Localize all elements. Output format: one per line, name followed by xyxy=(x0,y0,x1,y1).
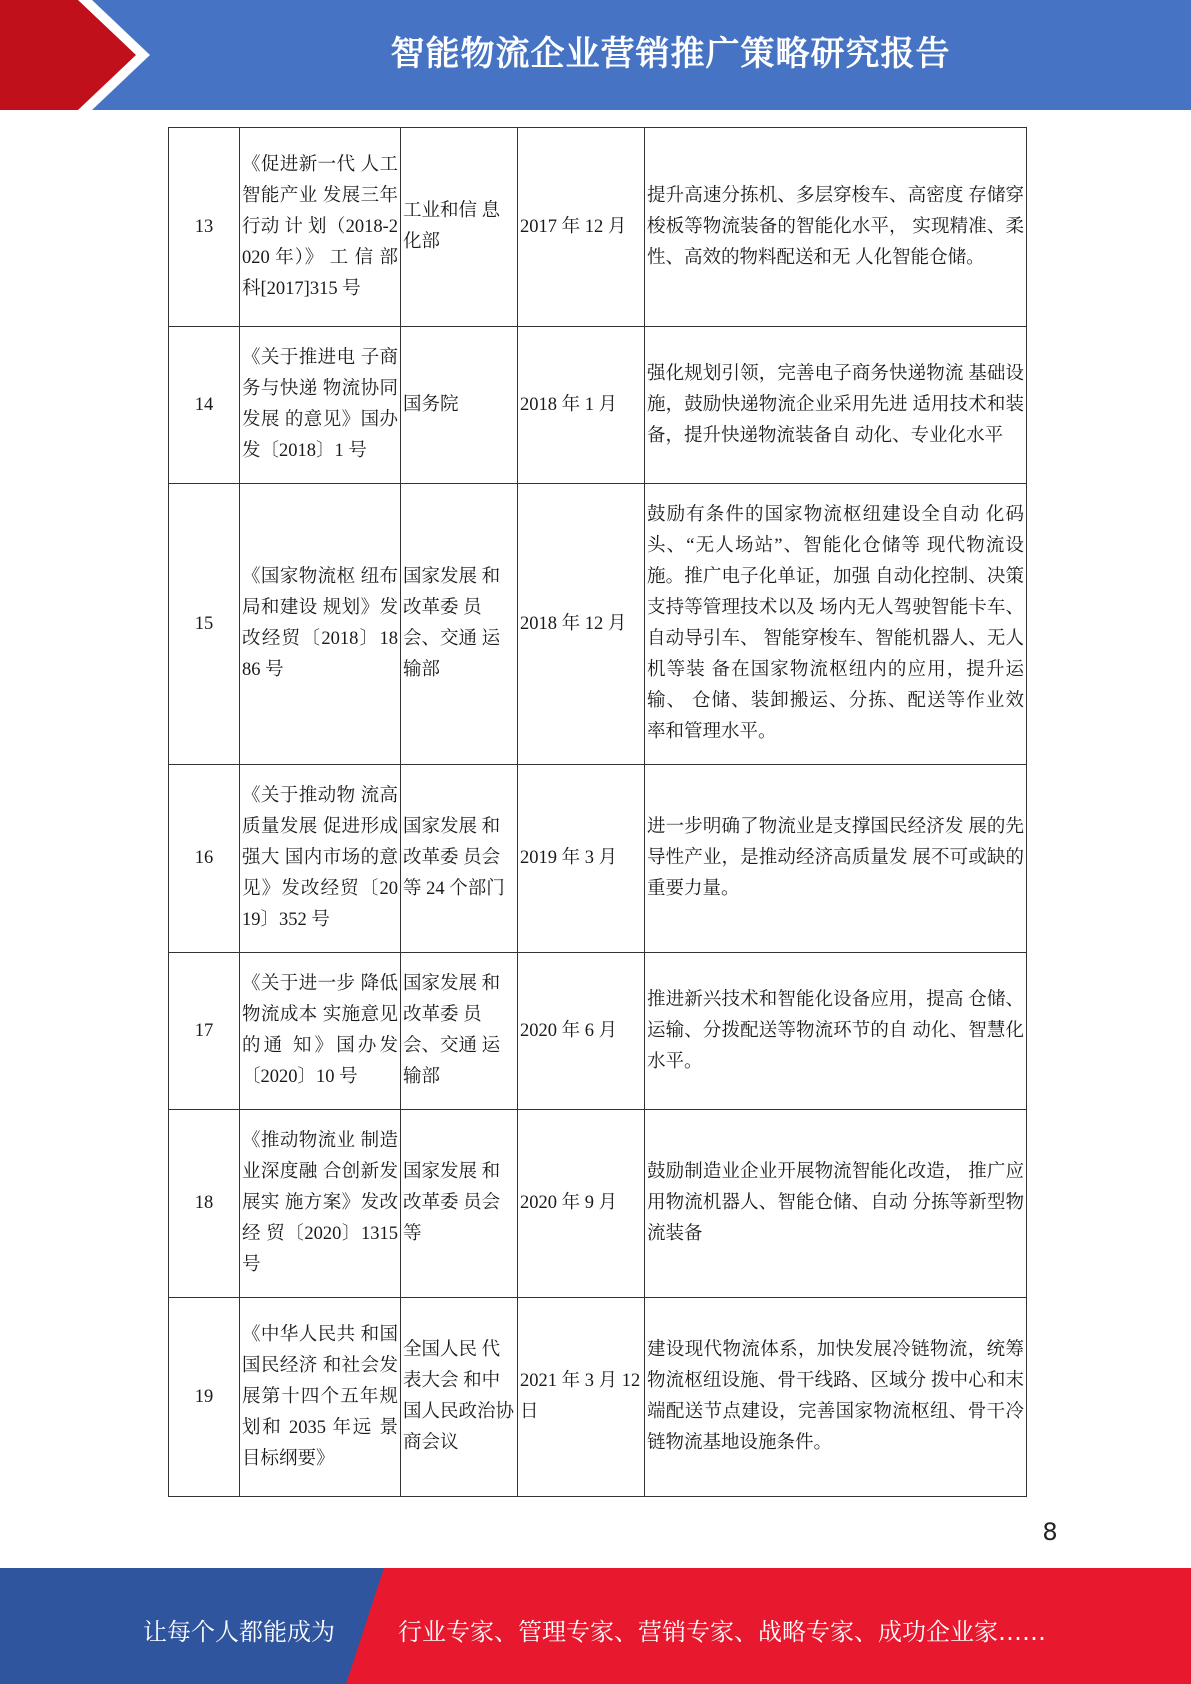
footer-slogan-left: 让每个人都能成为 xyxy=(143,1618,335,1646)
document-title: 《国家物流枢 纽布局和建设 规划》发改经贸〔2018〕1886 号 xyxy=(240,484,401,765)
issuing-department: 国家发展 和改革委 员会等 24 个部门 xyxy=(401,765,518,953)
document-title: 《关于推进电 子商务与快递 物流协同发展 的意见》国办发〔2018〕1 号 xyxy=(240,327,401,484)
issue-date: 2021 年 3 月 12 日 xyxy=(518,1298,645,1497)
issue-date: 2018 年 1 月 xyxy=(518,327,645,484)
policy-content: 鼓励有条件的国家物流枢纽建设全自动 化码头、“无人场站”、智能化仓储等 现代物流设施。推广电子化单证，加强 自动化控制、决策支持等管理技术以及 场内无人驾驶智能卡车、自动导引车、 智能穿梭车、智能机器人、无人机等装 备在国家物流枢纽内的应用，提升运输、 仓储、装卸搬运、分拣、配送等作业效 率和管理水平。 xyxy=(645,484,1027,765)
page-header xyxy=(0,0,1191,110)
issue-date: 2020 年 9 月 xyxy=(518,1110,645,1298)
page-footer xyxy=(0,1568,1191,1684)
page-title: 智能物流企业营销推广策略研究报告 xyxy=(390,34,951,74)
row-number: 19 xyxy=(169,1298,240,1497)
table-row xyxy=(169,327,1027,484)
row-number: 16 xyxy=(169,765,240,953)
table-row xyxy=(169,128,1027,327)
row-number: 15 xyxy=(169,484,240,765)
policy-content: 强化规划引领，完善电子商务快递物流 基础设施，鼓励快递物流企业采用先进 适用技术和装备，提升快递物流装备自 动化、专业化水平 xyxy=(645,327,1027,484)
issuing-department: 工业和信 息化部 xyxy=(401,128,518,327)
policy-content: 推进新兴技术和智能化设备应用，提高 仓储、运输、分拨配送等物流环节的自 动化、智慧化水平。 xyxy=(645,953,1027,1110)
table-row xyxy=(169,1298,1027,1497)
document-title: 《促进新一代 人工智能产业 发展三年行动 计 划（2018-2020 年）》 工 信 部 科[2017]315 号 xyxy=(240,128,401,327)
issuing-department: 国务院 xyxy=(401,327,518,484)
row-number: 18 xyxy=(169,1110,240,1298)
policy-content: 鼓励制造业企业开展物流智能化改造， 推广应用物流机器人、智能仓储、自动 分拣等新型物流装备 xyxy=(645,1110,1027,1298)
table-row xyxy=(169,1110,1027,1298)
row-number: 14 xyxy=(169,327,240,484)
issuing-department: 国家发展 和改革委 员会等 xyxy=(401,1110,518,1298)
row-number: 17 xyxy=(169,953,240,1110)
page-number: 8 xyxy=(1042,1518,1058,1546)
table-row xyxy=(169,953,1027,1110)
issuing-department: 国家发展 和改革委 员会、交通 运输部 xyxy=(401,953,518,1110)
footer-slogan-right: 行业专家、管理专家、营销专家、战略专家、成功企业家…… xyxy=(398,1618,1046,1646)
document-title: 《中华人民共 和国国民经济 和社会发展第十四个五年规 划和 2035 年远 景目标纲要》 xyxy=(240,1298,401,1497)
document-title: 《关于进一步 降低物流成本 实施意见的通 知》国办发〔2020〕10 号 xyxy=(240,953,401,1110)
issue-date: 2018 年 12 月 xyxy=(518,484,645,765)
table-row xyxy=(169,484,1027,765)
document-title: 《推动物流业 制造业深度融 合创新发展实 施方案》发改经 贸〔2020〕1315 号 xyxy=(240,1110,401,1298)
row-number: 13 xyxy=(169,128,240,327)
issuing-department: 全国人民 代表大会 和中国人民政治协 商会议 xyxy=(401,1298,518,1497)
issue-date: 2017 年 12 月 xyxy=(518,128,645,327)
policy-content: 进一步明确了物流业是支撑国民经济发 展的先导性产业，是推动经济高质量发 展不可或缺的重要力量。 xyxy=(645,765,1027,953)
document-title: 《关于推动物 流高质量发展 促进形成强大 国内市场的意 见》发改经贸〔2019〕352 号 xyxy=(240,765,401,953)
issue-date: 2019 年 3 月 xyxy=(518,765,645,953)
policy-table xyxy=(168,127,1027,1497)
table-row xyxy=(169,765,1027,953)
policy-content: 提升高速分拣机、多层穿梭车、高密度 存储穿梭板等物流装备的智能化水平， 实现精准、柔性、高效的物料配送和无 人化智能仓储。 xyxy=(645,128,1027,327)
issuing-department: 国家发展 和改革委 员会、交通 运输部 xyxy=(401,484,518,765)
issue-date: 2020 年 6 月 xyxy=(518,953,645,1110)
policy-content: 建设现代物流体系，加快发展冷链物流，统筹物流枢纽设施、骨干线路、区域分 拨中心和末端配送节点建设，完善国家物流枢纽、骨干冷链物流基地设施条件。 xyxy=(645,1298,1027,1497)
